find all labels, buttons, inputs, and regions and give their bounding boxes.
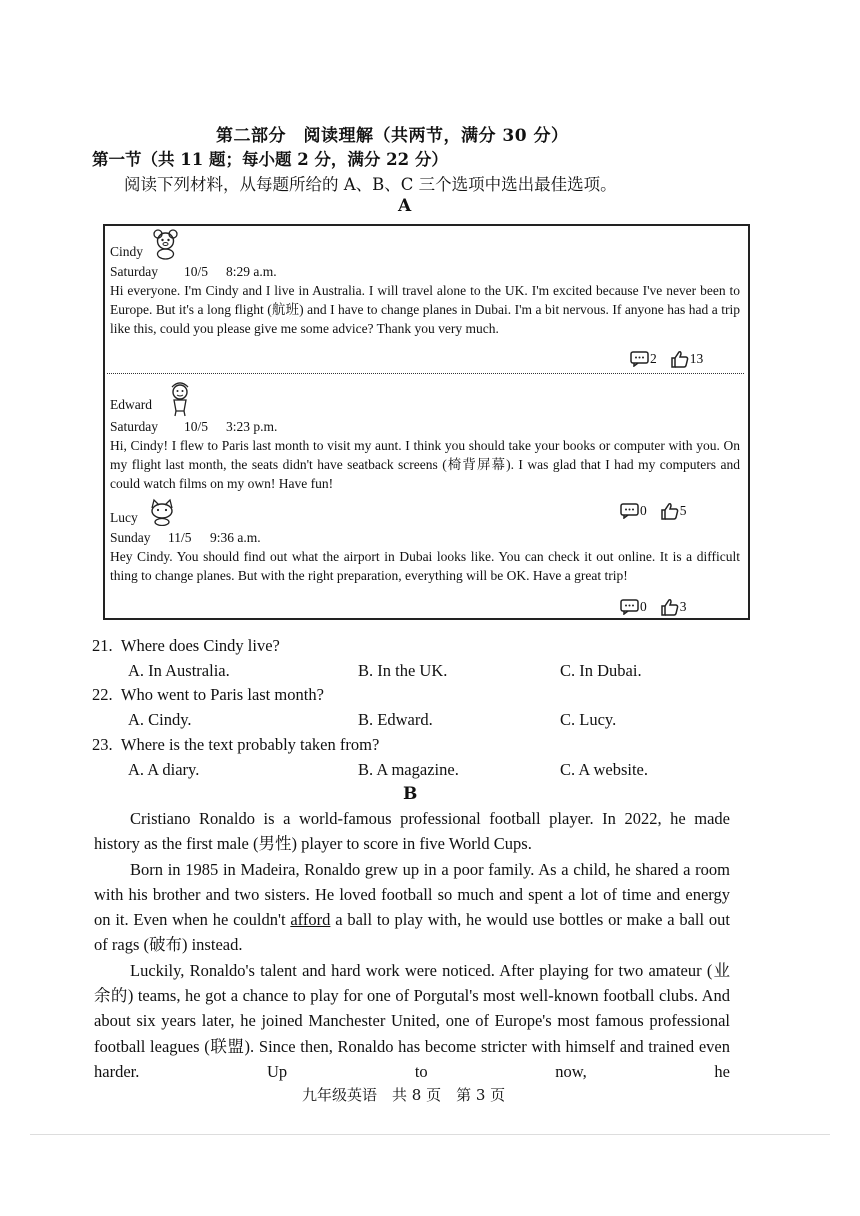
post-reactions-lucy [610,598,687,616]
option-b[interactable]: B. Edward. [358,710,433,729]
comment-count: 2 [650,351,657,366]
post-day: Saturday [110,264,158,279]
post-date: 11/5 [168,530,192,545]
comment-icon [630,351,650,367]
like-button[interactable] [660,598,687,616]
comment-button[interactable] [620,503,647,519]
comment-count: 0 [640,599,647,614]
post-time: 8:29 a.m. [226,264,277,279]
post-dateline [110,417,740,436]
post-reactions-cindy [620,350,703,368]
post-divider [107,373,744,374]
question-stem: Where is the text probably taken from? [120,735,380,754]
option-b[interactable]: B. In the UK. [358,661,448,680]
comment-button[interactable] [630,351,657,367]
comment-count: 0 [640,503,647,518]
post-dateline [110,262,740,281]
option-a[interactable]: A. In Australia. [128,661,230,680]
forum-post-edward [110,381,740,493]
option-b[interactable]: B. A magazine. [358,760,459,779]
post-day: Sunday [110,530,151,545]
option-a[interactable]: A. A diary. [128,760,200,779]
question-number: 23. [92,735,113,754]
passage-paragraph: Cristiano Ronaldo is a world-famous professional football player. In 2022, he made history as the first male (男性) player to score in five World Cups. [94,809,730,854]
question-23 [92,735,379,755]
forum-thread [103,224,750,620]
scan-edge-line [30,1134,830,1135]
post-time: 9:36 a.m. [210,530,261,545]
passage-text: a ball to play with, he would use bottles or make a ball out of rags (破布) instead. [94,910,730,955]
passage-b-label: B [403,784,418,804]
question-21 [92,636,280,656]
post-text: Hey Cindy. You should find out what the airport in Dubai looks like. You can check it out online. It is a difficult thing to change planes. But with the right preparation, everything will be OK. Have a great trip! [110,549,740,583]
post-author: Lucy [110,510,138,525]
option-c[interactable]: C. Lucy. [560,710,617,729]
passage-text: Born in 1985 in Madeira, Ronaldo grew up in a poor family. As a child, he shared a room with his brother and two sisters. He loved football so much and spent a lot of time and energy on it. Even when he couldn't [94,859,730,930]
question-stem: Who went to Paris last month? [120,685,324,704]
like-count: 5 [679,503,687,518]
question-number: 22. [92,685,113,704]
post-text: Hi everyone. I'm Cindy and I live in Australia. I will travel alone to the UK. I'm excited because I've never been to Europe. But it's a long flight (航班) and I have to change planes in Dubai. I'm a bit nervous. If anyone has had a trip like this, could you please give me some advice? Thank you very much. [110,283,740,336]
section-title: 第一节（共 11 题；每小题 2 分，满分 22 分） [92,150,448,169]
like-count: 13 [689,351,704,366]
option-c[interactable]: C. In Dubai. [560,661,642,680]
passage-paragraph [94,857,730,958]
passage-a-label: A [398,196,412,216]
post-author: Edward [110,397,152,412]
like-button[interactable] [670,350,704,368]
post-date: 10/5 [184,419,209,434]
comment-button[interactable] [620,599,647,615]
instruction: 阅读下列材料，从每题所给的 A、B、C 三个选项中选出最佳选项。 [124,175,617,194]
thumbs-up-icon [670,350,690,368]
thumbs-up-icon [660,502,680,520]
post-day: Saturday [110,419,158,434]
post-text: Hi, Cindy! I flew to Paris last month to visit my aunt. I think you should take your books or computer with you. On my flight last month, the seats didn't have seatback screens (椅背屏幕). I was glad that I had my computers and could watch films on my own! Have fun! [110,438,740,491]
like-count: 3 [679,599,687,614]
option-a[interactable]: A. Cindy. [128,710,192,729]
like-button[interactable] [660,502,687,520]
passage-paragraph: Luckily, Ronaldo's talent and hard work were noticed. After playing for two amateur (业余的) teams, he got a chance to play for one of Porgutal's most well-known football clubs. And about six years later, he joined Manchester United, one of Europe's most famous professional football leagues (联盟). Since then, Ronaldo has become stricter with himself and trained even harder. Up to now, he [94,960,730,1081]
post-date: 10/5 [184,264,209,279]
post-dateline [110,528,740,547]
comment-icon [620,599,640,615]
underlined-word: afford [290,910,331,930]
bear-avatar-icon [152,228,180,265]
comment-icon [620,503,640,519]
kid-avatar-icon [168,381,192,422]
post-reactions-edward [610,502,687,520]
question-stem: Where does Cindy live? [120,636,280,655]
page-footer: 九年级英语 共 8 页 第 3 页 [302,1086,506,1104]
option-c[interactable]: C. A website. [560,760,649,779]
thumbs-up-icon [660,598,680,616]
part-title: 第二部分 阅读理解（共两节，满分 30 分） [216,126,569,146]
forum-post-cindy [110,228,740,338]
post-author: Cindy [110,244,144,259]
passage-b [94,806,730,1084]
post-time: 3:23 p.m. [226,419,278,434]
question-number: 21. [92,636,113,655]
cat-avatar-icon [148,498,176,531]
question-22 [92,685,324,705]
